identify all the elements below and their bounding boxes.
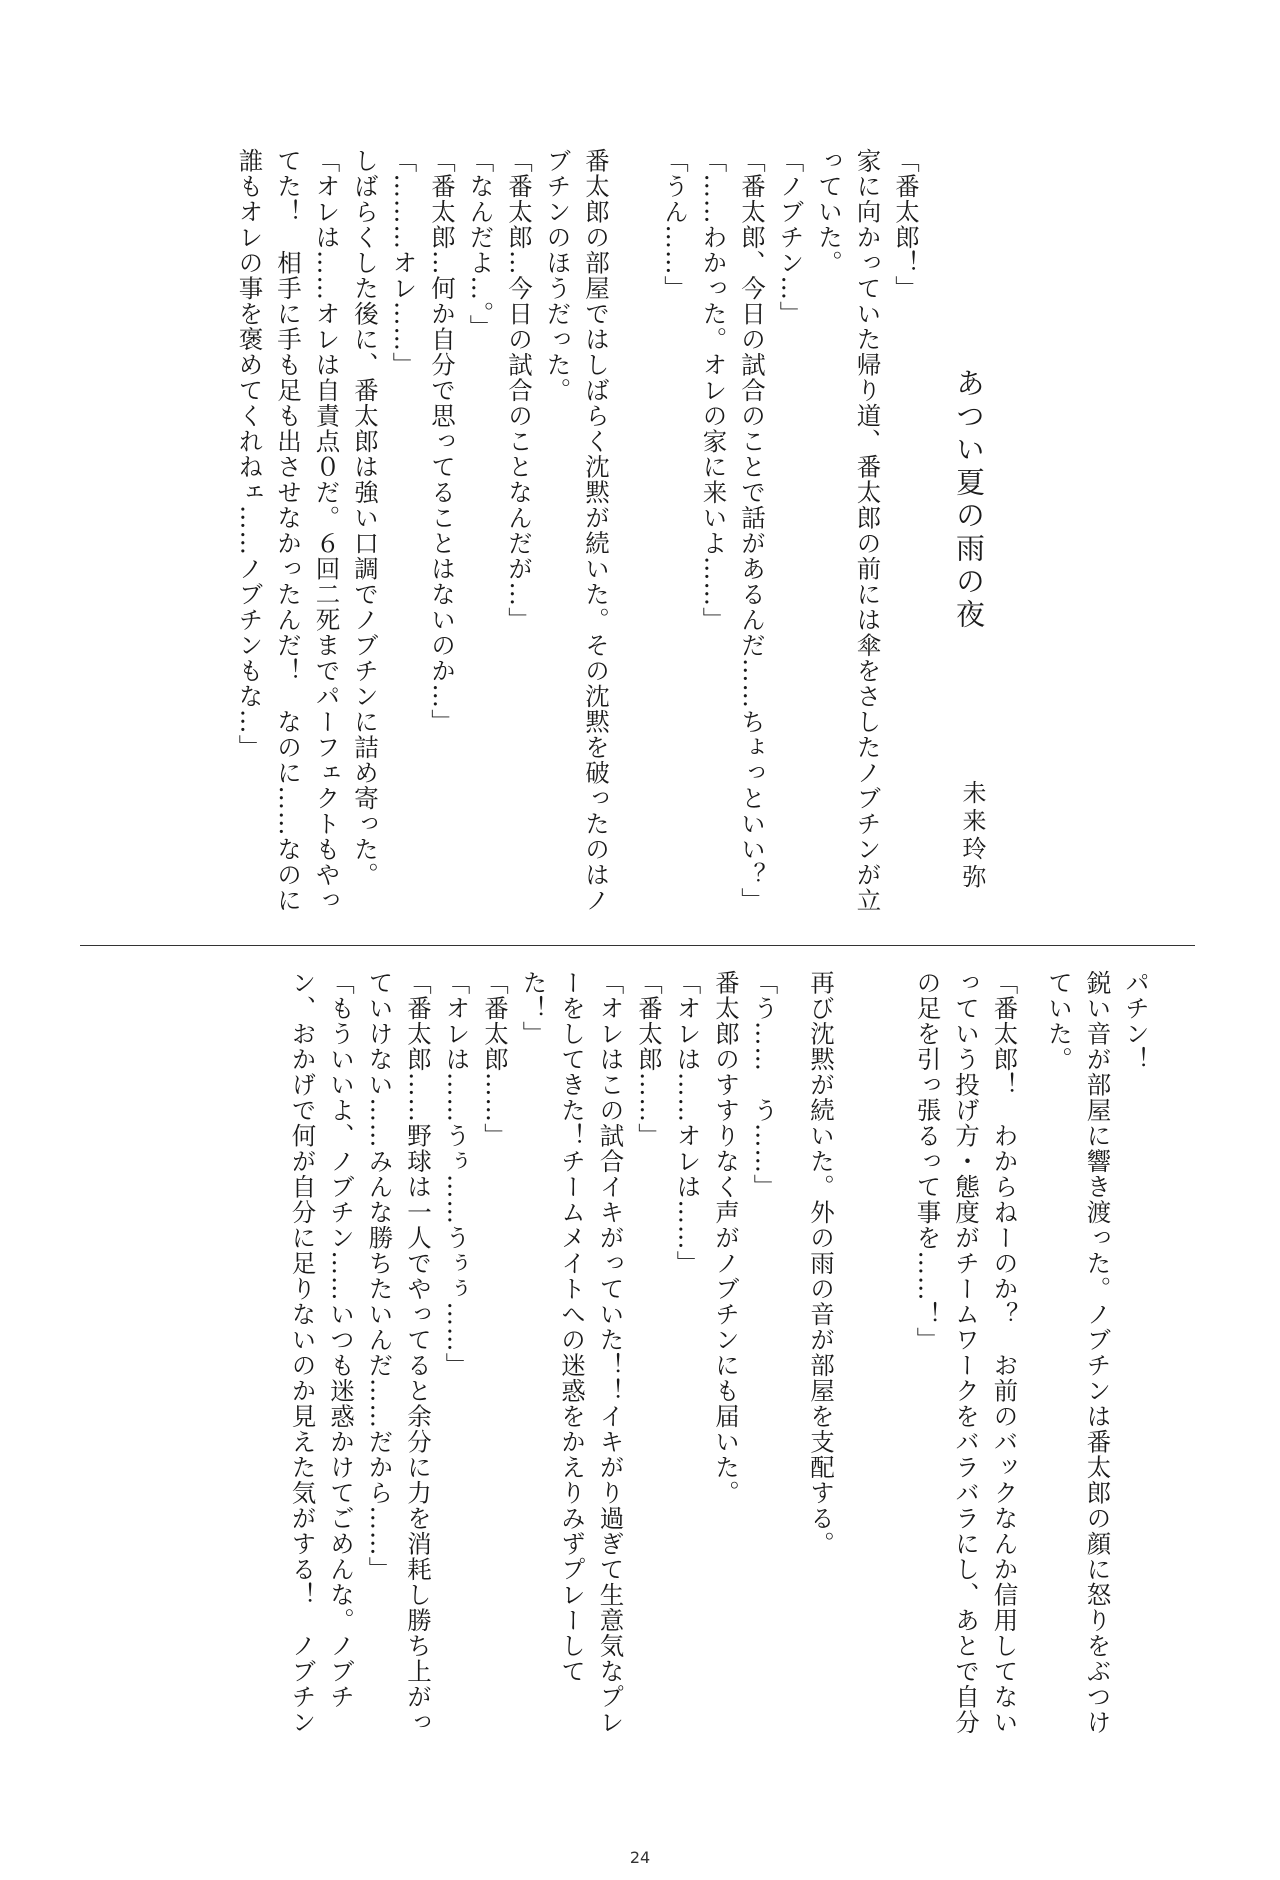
- page-number: 24: [629, 1848, 651, 1867]
- text-line: ーをしてきた！チームメイトへの迷惑をかえりみずプレーして: [558, 970, 587, 1684]
- bottom-column-block-1: [908, 970, 1155, 1735]
- text-line: の足を引っ張るって事を……！」: [913, 970, 943, 1353]
- text-line: ン、おかげで何が自分に足りないのか見えた気がする！ ノブチン: [288, 970, 318, 1735]
- text-line: 「オレは……オレは自責点０だ。６回二死までパーフェクトもやっ: [312, 148, 342, 913]
- text-line: 「オレはこの試合イキがっていた！！イキがり過ぎて生意気なプレ: [596, 970, 626, 1735]
- text-line: 「うん……」: [661, 148, 690, 301]
- text-line: っていう投げ方・態度がチームワークをバラバラにし、あとで自分: [952, 970, 981, 1735]
- text-line: ていた。: [1045, 970, 1074, 1072]
- section-divider: [80, 945, 1195, 946]
- text-line: 家に向かっていた帰り道、番太郎の前には傘をさしたノブチンが立: [853, 148, 883, 913]
- text-line: 「番太郎！」: [892, 148, 921, 301]
- text-line: 「オレは……オレは……」: [673, 970, 703, 1276]
- text-line: 「ノブチン…」: [776, 148, 806, 327]
- text-line: 「……わかった。オレの家に来いよ……」: [699, 148, 729, 633]
- text-line: ブチンのほうだった。: [543, 148, 573, 403]
- text-line: 番太郎のすすりなく声がノブチンにも届いた。: [712, 970, 741, 1506]
- text-line: 「番太郎……野球は一人でやってると余分に力を消耗し勝ち上がっ: [404, 970, 433, 1735]
- text-line: 「番太郎…今日の試合のことなんだが…」: [505, 148, 534, 633]
- text-line: 「番太郎……」: [635, 970, 664, 1149]
- text-line: っていた。: [815, 148, 844, 276]
- text-line: 「オレは……うぅ……うぅぅ……」: [442, 970, 472, 1378]
- text-line: 番太郎の部屋ではしばらく沈黙が続いた。その沈黙を破ったのはノ: [582, 148, 611, 913]
- author-name: 未来玲弥: [958, 780, 986, 892]
- text-line: しばらくした後に、番太郎は強い口調でノブチンに詰め寄った。: [351, 148, 380, 888]
- text-line: 「なんだよ…。」: [466, 148, 496, 340]
- text-line: てた！ 相手に手も足も出させなかったんだ！ なのに……なのに: [274, 148, 303, 913]
- text-line: 「番太郎……」: [481, 970, 510, 1149]
- top-column-block-1: [656, 148, 926, 913]
- story-title: あつい夏の雨の夜: [952, 368, 986, 632]
- text-line: 「………オレ……」: [389, 148, 419, 378]
- text-line: 誰もオレの事を褒めてくれねェ……ノブチンもな…」: [235, 148, 265, 760]
- text-line: 「番太郎、今日の試合のことで話があるんだ……ちょっといい？」: [738, 148, 767, 913]
- text-line: パチン！: [1122, 970, 1151, 1072]
- text-line: 「もういいよ、ノブチン……いつも迷惑かけてごめんな。ノブチ: [327, 970, 356, 1710]
- bottom-column-block-2: [283, 970, 840, 1735]
- text-line: 「番太郎！ わからねーのか？ お前のバックなんか信用してない: [990, 970, 1020, 1735]
- text-line: 再び沈黙が続いた。外の雨の音が部屋を支配する。: [807, 970, 836, 1557]
- text-line: た！」: [519, 970, 549, 1047]
- text-line: 「番太郎…何か自分で思ってることはないのか…」: [428, 148, 457, 735]
- text-line: ていけない……みんな勝ちたいんだ……だから……」: [365, 970, 395, 1582]
- text-line: 鋭い音が部屋に響き渡った。ノブチンは番太郎の顔に怒りをぶつけ: [1083, 970, 1113, 1735]
- top-column-block-2: [230, 148, 615, 913]
- text-line: 「う…… う……」: [750, 970, 780, 1200]
